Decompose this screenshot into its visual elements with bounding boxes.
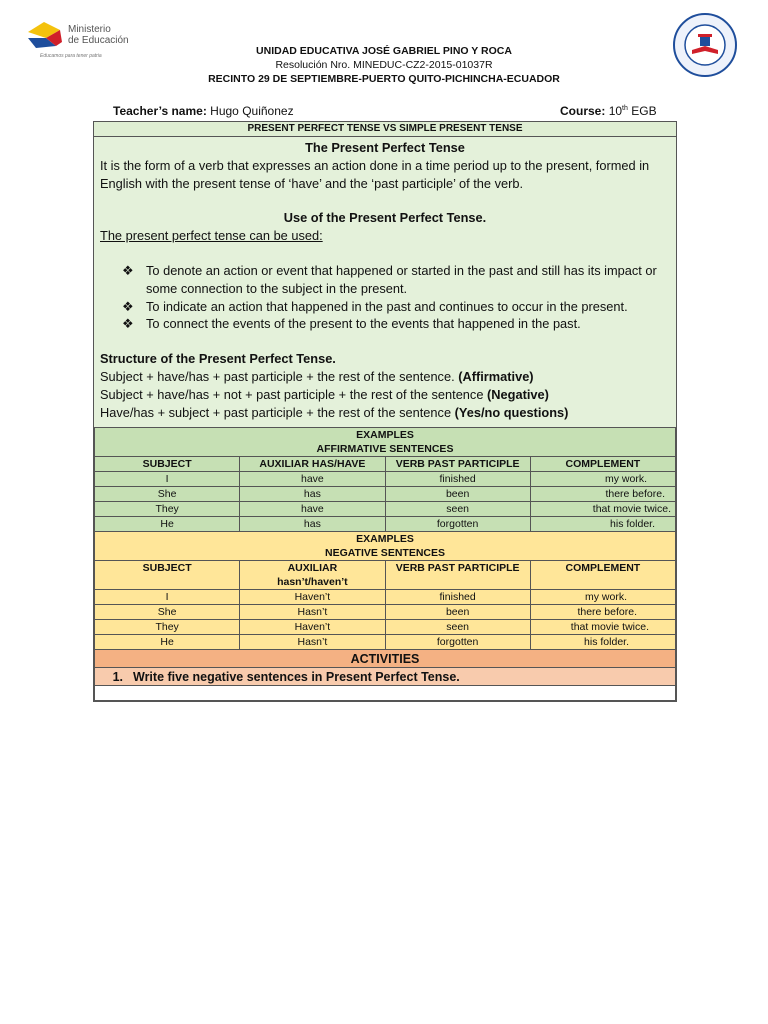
teacher-label: Teacher’s name: [113, 104, 207, 118]
table-cell: seen [385, 620, 530, 635]
structure-line [100, 368, 670, 386]
table-row [95, 472, 676, 487]
table-cell: that movie twice. [530, 502, 675, 517]
table-cell: Haven’t [240, 590, 385, 605]
use-intro: The present perfect tense can be used: [100, 228, 323, 244]
table-cell: Haven’t [240, 620, 385, 635]
table-cell: I [95, 590, 240, 605]
column-header: COMPLEMENT [530, 561, 675, 590]
logo-tagline: Educamos para tener patria [40, 53, 102, 59]
table-cell: his folder. [530, 635, 675, 650]
table-cell: forgotten [385, 517, 530, 532]
worksheet-title: PRESENT PERFECT TENSE VS SIMPLE PRESENT TENSE [94, 122, 676, 137]
worksheet [93, 121, 677, 702]
negative-title: EXAMPLES NEGATIVE SENTENCES [95, 532, 676, 561]
table-cell: finished [385, 472, 530, 487]
course-superscript: th [622, 105, 628, 112]
use-text: To denote an action or event that happened or started in the past and still has its impact or some connection to the subject in the present. [146, 262, 657, 296]
table-cell: his folder. [530, 517, 675, 532]
location: RECINTO 29 DE SEPTIEMBRE-PUERTO QUITO-PICHINCHA-ECUADOR [208, 73, 560, 85]
structure-tag: (Affirmative) [458, 368, 534, 384]
table-row [95, 590, 676, 605]
ministry-logo-icon [26, 18, 136, 60]
table-cell: He [95, 635, 240, 650]
course-info [560, 104, 657, 118]
teacher-info [113, 104, 294, 118]
column-header: AUXILIAR hasn’t/haven’t [240, 561, 385, 590]
table-row [95, 517, 676, 532]
empty-row [95, 686, 676, 701]
table-cell: He [95, 517, 240, 532]
table-cell: Hasn’t [240, 635, 385, 650]
uses-list [100, 262, 670, 333]
activity-item [95, 668, 676, 686]
table-cell: forgotten [385, 635, 530, 650]
table-cell: my work. [530, 472, 675, 487]
table-cell: there before. [530, 487, 675, 502]
school-seal-icon [672, 12, 738, 78]
table-cell: has [240, 487, 385, 502]
structure-text: Have/has + subject + past participle + the rest of the sentence [100, 404, 452, 420]
activity-text: Write five negative sentences in Present Perfect Tense. [133, 669, 460, 684]
affirmative-title: EXAMPLES AFFIRMATIVE SENTENCES [95, 428, 676, 457]
table-row [95, 620, 676, 635]
table-row [95, 502, 676, 517]
theory-section [94, 137, 676, 427]
table-cell: She [95, 487, 240, 502]
use-heading: Use of the Present Perfect Tense. [283, 210, 487, 226]
logo-text-2: de Educación [68, 35, 129, 46]
structure-text: Subject + have/has + not + past participle + the rest of the sentence [100, 386, 484, 402]
column-header: COMPLEMENT [530, 457, 675, 472]
table-row [95, 635, 676, 650]
table-cell: my work. [530, 590, 675, 605]
school-name: UNIDAD EDUCATIVA JOSÉ GABRIEL PINO Y ROCA [256, 45, 512, 57]
course-label: Course: [560, 104, 606, 118]
table-cell: They [95, 502, 240, 517]
resolution: Resolución Nro. MINEDUC-CZ2-2015-01037R [275, 59, 493, 71]
logo-text-1: Ministerio [68, 24, 111, 35]
document-header [150, 44, 618, 86]
use-text: To indicate an action that happened in the past and continues to occur in the present. [146, 298, 628, 314]
column-header: VERB PAST PARTICIPLE [385, 457, 530, 472]
table-cell: been [385, 605, 530, 620]
table-cell: been [385, 487, 530, 502]
activities-title: ACTIVITIES [95, 650, 676, 668]
school-seal [672, 12, 738, 78]
table-cell: seen [385, 502, 530, 517]
theory-heading: The Present Perfect Tense [305, 140, 465, 155]
column-header: VERB PAST PARTICIPLE [385, 561, 530, 590]
table-cell: She [95, 605, 240, 620]
table-cell: Hasn’t [240, 605, 385, 620]
table-row [95, 487, 676, 502]
diamond-bullet-icon: ❖ [122, 262, 134, 278]
table-row [95, 605, 676, 620]
affirmative-table [94, 427, 676, 701]
list-item [122, 298, 670, 316]
activity-number: 1. [112, 669, 123, 684]
diamond-bullet-icon: ❖ [122, 316, 134, 332]
column-header: AUXILIAR HAS/HAVE [240, 457, 385, 472]
teacher-name: Hugo Quiñonez [210, 104, 294, 118]
structure-line [100, 404, 670, 422]
use-text: To connect the events of the present to the events that happened in the past. [146, 316, 581, 332]
table-cell: have [240, 472, 385, 487]
diamond-bullet-icon: ❖ [122, 298, 134, 314]
table-cell: They [95, 620, 240, 635]
structure-heading: Structure of the Present Perfect Tense. [100, 351, 336, 367]
table-cell: have [240, 502, 385, 517]
table-cell: has [240, 517, 385, 532]
structure-text: Subject + have/has + past participle + the rest of the sentence. [100, 368, 455, 384]
table-cell: I [95, 472, 240, 487]
course-number: 10 [608, 104, 623, 118]
column-header: SUBJECT [95, 561, 240, 590]
course-level: EGB [631, 104, 657, 118]
table-cell: finished [385, 590, 530, 605]
list-item [122, 262, 670, 298]
structure-tag: (Yes/no questions) [454, 404, 569, 420]
structure-tag: (Negative) [487, 386, 549, 402]
structure-line [100, 386, 670, 404]
ministry-logo [26, 18, 136, 60]
column-header: SUBJECT [95, 457, 240, 472]
table-cell: there before. [530, 605, 675, 620]
definition: It is the form of a verb that expresses an action done in a time period up to the present, formed in English with the present tense of ‘have’ and the ‘past participle’ of the verb. [100, 157, 650, 191]
list-item [122, 315, 670, 333]
table-cell: that movie twice. [530, 620, 675, 635]
